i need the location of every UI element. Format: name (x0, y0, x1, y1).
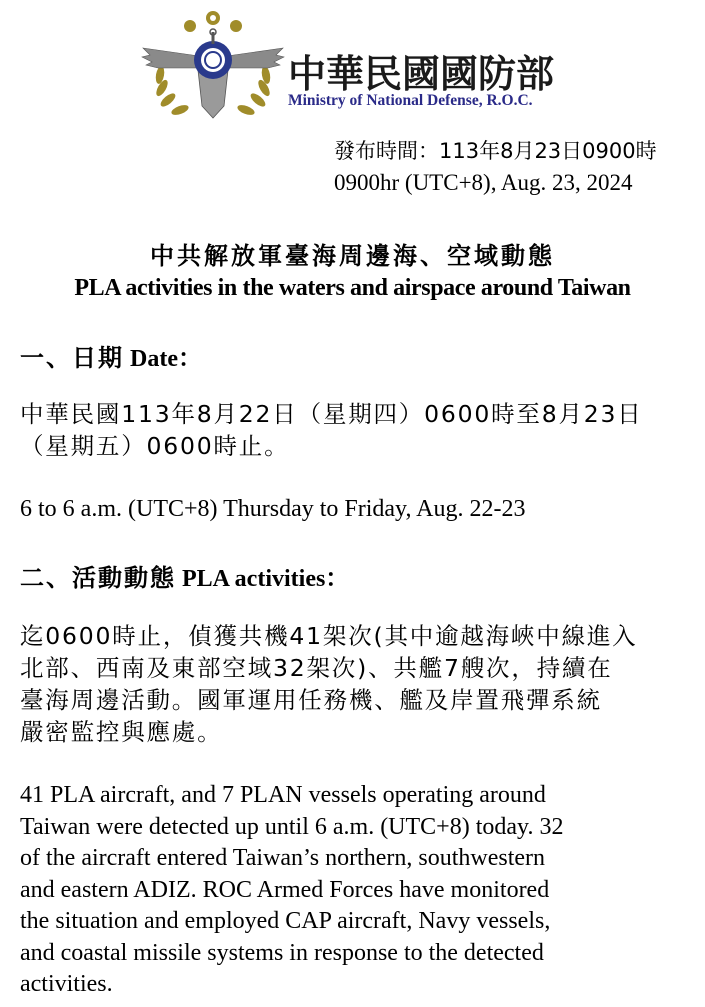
org-name-zh: 中華民國國防部 (288, 52, 555, 96)
section-activities-text-zh: 迄0600時止，偵獲共機41架次(其中逾越海峽中線進入 北部、西南及東部空域32架次)、共艦7艘次，持續在 臺海周邊活動。國軍運用任務機、艦及岸置飛彈系統 嚴密監控與應處。 (20, 622, 638, 746)
title-en: PLA activities in the waters and airspace around Taiwan (74, 275, 631, 301)
section-date-text-en: 6 to 6 a.m. (UTC+8) Thursday to Friday, Aug. 22-23 (20, 496, 526, 522)
section-activities-text-en: 41 PLA aircraft, and 7 PLAN vessels operating around Taiwan were detected up until 6 a.m. (UTC+8) today. 32 of the aircraft entered Taiwan’s northern, southwestern and eastern ADIZ. ROC Armed Forces have monitored the situation and employed CAP aircraft, Navy vessels, and coastal missile systems in response to the detected activities. (20, 782, 564, 997)
section-date-heading-zh: 一、日期 (20, 344, 124, 372)
title-zh: 中共解放軍臺海周邊海、空域動態 (150, 242, 555, 270)
document-title (0, 240, 705, 304)
release-time-zh: 發布時間：113年8月23日0900時 (334, 139, 657, 163)
section-date-text-zh: 中華民國113年8月22日（星期四）0600時至8月23日 （星期五）0600時止。 (20, 400, 643, 460)
mnd-emblem-icon (138, 8, 288, 126)
org-name-en: Ministry of National Defense, R.O.C. (288, 92, 533, 109)
section-activities-heading (20, 558, 349, 593)
section-activities-heading-zh: 二、活動動態 (20, 564, 176, 592)
section-date-heading (20, 338, 202, 373)
document-header (138, 8, 598, 128)
release-time-en: 0900hr (UTC+8), Aug. 23, 2024 (334, 170, 633, 195)
release-time (334, 136, 657, 198)
section-date-heading-en: Date： (130, 346, 202, 372)
section-activities-heading-en: PLA activities： (182, 566, 350, 592)
